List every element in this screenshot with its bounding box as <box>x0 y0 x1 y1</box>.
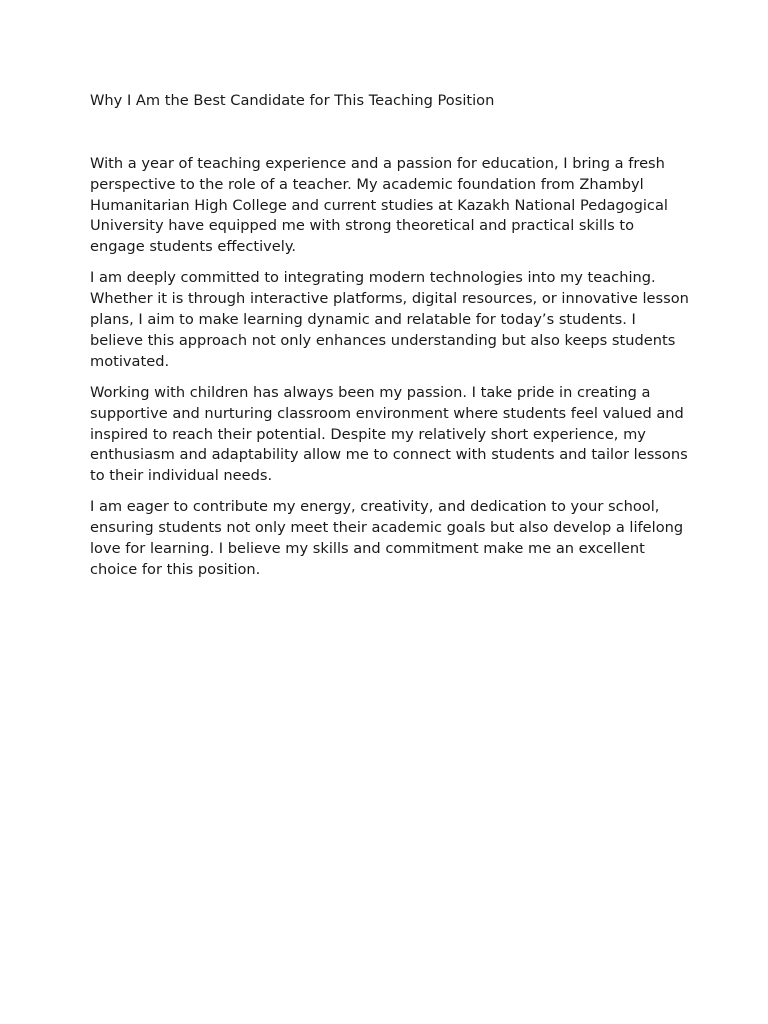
paragraph-technology: I am deeply committed to integrating modern technologies into my teaching. Whether it is through interactive platforms, digital resources, or innovative lesson plans, I aim to make learning dynamic and relatable for today’s students. I believe this approach not only enhances understanding but also keeps students motivated. <box>90 269 689 370</box>
paragraph-conclusion: I am eager to contribute my energy, creativity, and dedication to your school, ensuring students not only meet their academic goals but also develop a lifelong love for learning. I believe my skills and commitment make me an excellent choice for this position. <box>90 498 684 578</box>
document-body <box>90 154 690 581</box>
paragraph-passion: Working with children has always been my passion. I take pride in creating a supportive and nurturing classroom environment where students feel valued and inspired to reach their potential. Despite my relatively short experience, my enthusiasm and adaptability allow me to connect with students and tailor lessons to their individual needs. <box>90 383 688 485</box>
document-title: Why I Am the Best Candidate for This Teaching Position <box>90 92 495 109</box>
document-page <box>90 91 690 591</box>
paragraph-experience: With a year of teaching experience and a passion for education, I bring a fresh perspective to the role of a teacher. My academic foundation from Zhambyl Humanitarian High College and current studies at Kazakh National Pedagogical University have equipped me with strong theoretical and practical skills to engage students effectively. <box>90 155 668 256</box>
